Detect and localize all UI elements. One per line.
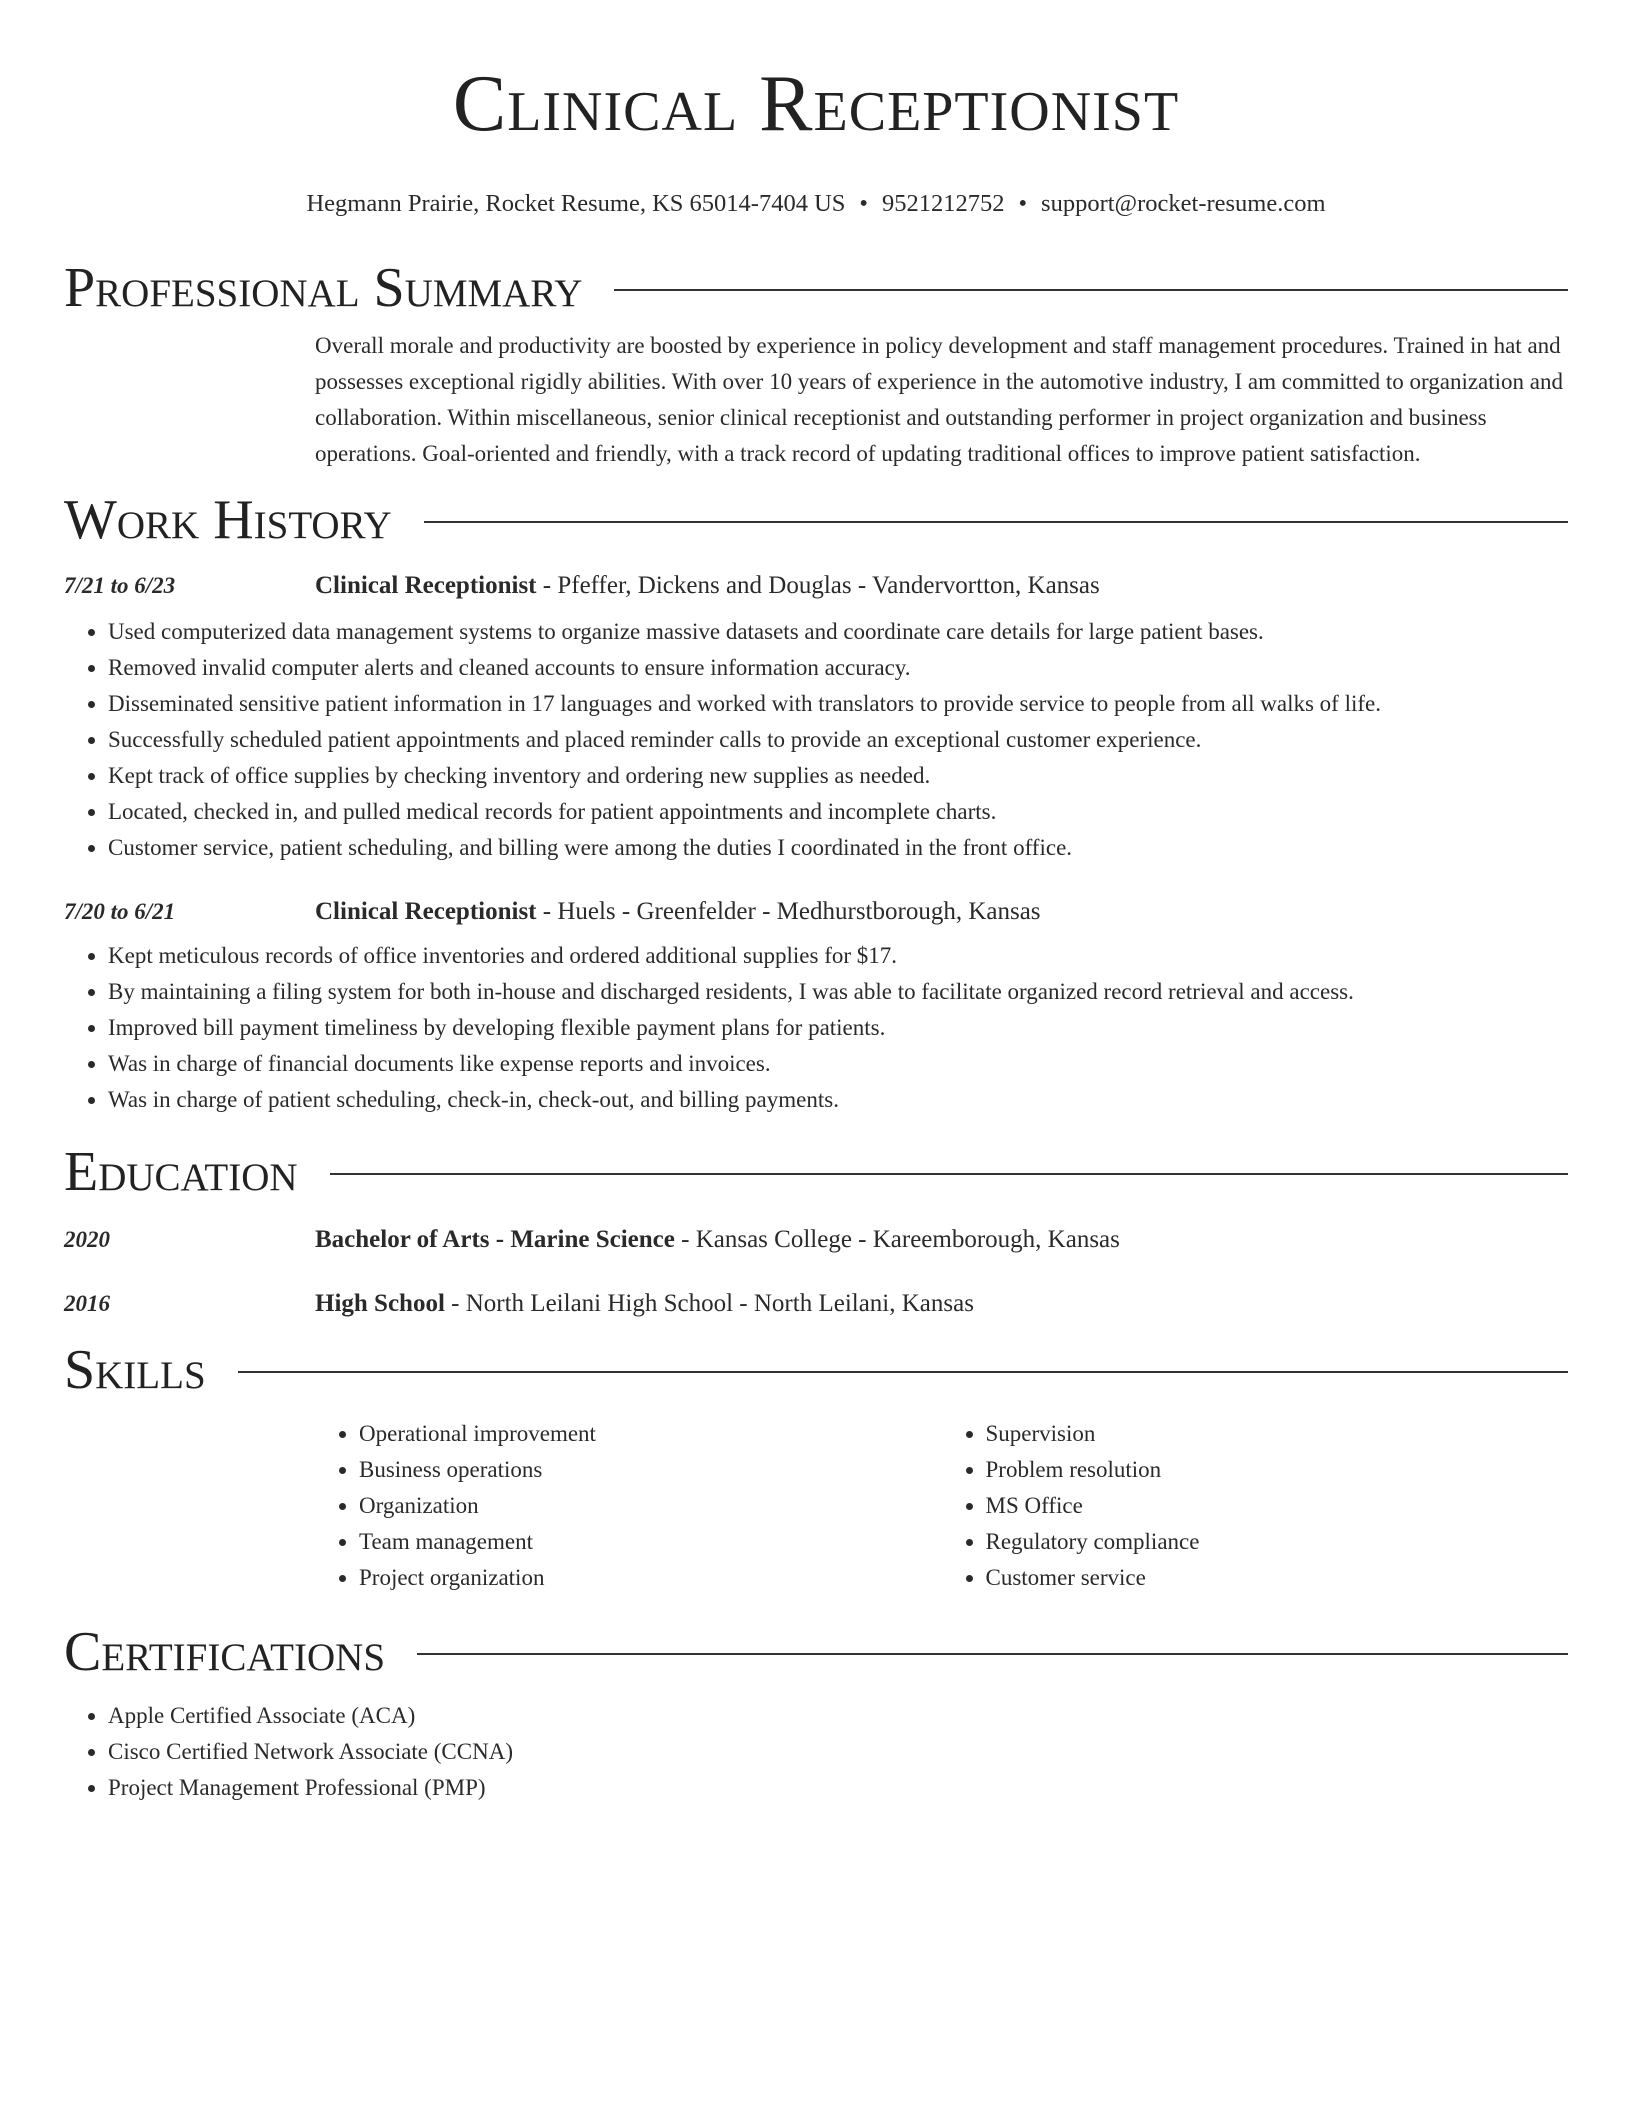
job-header xyxy=(64,898,1568,926)
summary-section-header xyxy=(64,256,1568,320)
list-item: • Organization xyxy=(359,1488,942,1524)
section-divider xyxy=(238,1371,1568,1373)
candidate-name: Clinical Receptionist xyxy=(452,60,1180,148)
certifications-list xyxy=(64,1698,1568,1806)
list-item: • Improved bill payment timeliness by developing flexible payment plans for patients. xyxy=(108,1010,1568,1046)
list-item: • Cisco Certified Network Associate (CCNA) xyxy=(108,1734,1568,1770)
education-year: 2016 xyxy=(64,1291,110,1316)
job-employer: - Pfeffer, Dickens and Douglas - Vandervortton, Kansas xyxy=(536,572,1100,599)
education-school: - North Leilani High School - North Leilani, Kansas xyxy=(444,1290,974,1317)
job-dates: 7/20 to 6/21 xyxy=(64,899,176,924)
list-item: • Was in charge of financial documents like expense reports and invoices. xyxy=(108,1046,1568,1082)
list-item: • Used computerized data management systems to organize massive datasets and coordinate care details for large patient bases. xyxy=(108,614,1568,650)
list-item: • Was in charge of patient scheduling, check-in, check-out, and billing payments. xyxy=(108,1082,1568,1118)
job-role: Clinical Receptionist xyxy=(315,898,537,925)
skills-column-left xyxy=(315,1416,942,1596)
education-line xyxy=(315,1290,974,1318)
skills-column-right xyxy=(942,1416,1569,1596)
contact-phone: 9521212752 xyxy=(881,190,1005,217)
education-heading: Education xyxy=(64,1141,298,1203)
list-item: • Apple Certified Associate (ACA) xyxy=(108,1698,1568,1734)
contact-separator: • xyxy=(859,190,868,217)
list-item: • Team management xyxy=(359,1524,942,1560)
job-entry xyxy=(64,572,1568,866)
job-entry xyxy=(64,898,1568,1118)
certifications-heading: Certifications xyxy=(64,1621,386,1683)
skills-heading: Skills xyxy=(64,1339,206,1401)
job-bullets xyxy=(64,614,1568,866)
list-item: • Disseminated sensitive patient information in 17 languages and worked with translators to provide service to people from all walks of life. xyxy=(108,686,1568,722)
skills-section-header xyxy=(64,1338,1568,1402)
certifications-section-header xyxy=(64,1620,1568,1684)
list-item: • Removed invalid computer alerts and cleaned accounts to ensure information accuracy. xyxy=(108,650,1568,686)
resume-page xyxy=(64,0,1568,1806)
education-school: - Kansas College - Kareemborough, Kansas xyxy=(674,1226,1120,1253)
list-item: • MS Office xyxy=(986,1488,1569,1524)
contact-email[interactable]: support@rocket-resume.com xyxy=(1041,190,1326,217)
section-divider xyxy=(614,289,1568,291)
list-item: • Successfully scheduled patient appointments and placed reminder calls to provide an exceptional customer experience. xyxy=(108,722,1568,758)
job-title-line xyxy=(315,898,1041,926)
list-item: • Kept meticulous records of office inventories and ordered additional supplies for $17. xyxy=(108,938,1568,974)
job-role: Clinical Receptionist xyxy=(315,572,537,599)
list-item: • Regulatory compliance xyxy=(986,1524,1569,1560)
list-item: • Customer service, patient scheduling, and billing were among the duties I coordinated in the front office. xyxy=(108,830,1568,866)
list-item: • Kept track of office supplies by checking inventory and ordering new supplies as needed. xyxy=(108,758,1568,794)
education-line xyxy=(315,1226,1120,1254)
education-entry xyxy=(64,1290,1568,1318)
list-item: • Located, checked in, and pulled medical records for patient appointments and incomplete charts. xyxy=(108,794,1568,830)
education-section-header xyxy=(64,1140,1568,1204)
list-item: • Project Management Professional (PMP) xyxy=(108,1770,1568,1806)
section-divider xyxy=(330,1173,1568,1175)
skills-list xyxy=(315,1416,1568,1596)
education-degree: High School xyxy=(315,1290,445,1317)
education-year: 2020 xyxy=(64,1227,110,1252)
job-title-line xyxy=(315,572,1100,600)
contact-separator: • xyxy=(1018,190,1028,217)
contact-line xyxy=(64,188,1568,220)
work-heading: Work History xyxy=(64,489,392,551)
section-divider xyxy=(424,521,1568,523)
summary-text: Overall morale and productivity are boosted by experience in policy development and staff management procedures. Trained in hat and possesses exceptional rigidly abilities. With over 10 years of experience in the automotive industry, I am committed to organization and collaboration. Within miscellaneous, senior clinical receptionist and outstanding performer in project organization and business operations. Goal-oriented and friendly, with a track record of updating traditional offices to improve patient satisfaction. xyxy=(315,333,1563,466)
job-bullets xyxy=(64,938,1568,1118)
education-degree: Bachelor of Arts - Marine Science xyxy=(315,1226,675,1253)
job-dates: 7/21 to 6/23 xyxy=(64,573,176,598)
list-item: • Supervision xyxy=(986,1416,1569,1452)
list-item: • Project organization xyxy=(359,1560,942,1596)
list-item: • By maintaining a filing system for both in-house and discharged residents, I was able to facilitate organized record retrieval and access. xyxy=(108,974,1568,1010)
job-header xyxy=(64,572,1568,600)
work-section-header xyxy=(64,488,1568,552)
job-employer: - Huels - Greenfelder - Medhurstborough, Kansas xyxy=(536,898,1041,925)
summary-heading: Professional Summary xyxy=(64,257,583,319)
education-entry xyxy=(64,1226,1568,1254)
section-divider xyxy=(417,1653,1568,1655)
list-item: • Operational improvement xyxy=(359,1416,942,1452)
contact-address: Hegmann Prairie, Rocket Resume, KS 65014-7404 US xyxy=(306,190,846,217)
list-item: • Business operations xyxy=(359,1452,942,1488)
list-item: • Customer service xyxy=(986,1560,1569,1596)
list-item: • Problem resolution xyxy=(986,1452,1569,1488)
